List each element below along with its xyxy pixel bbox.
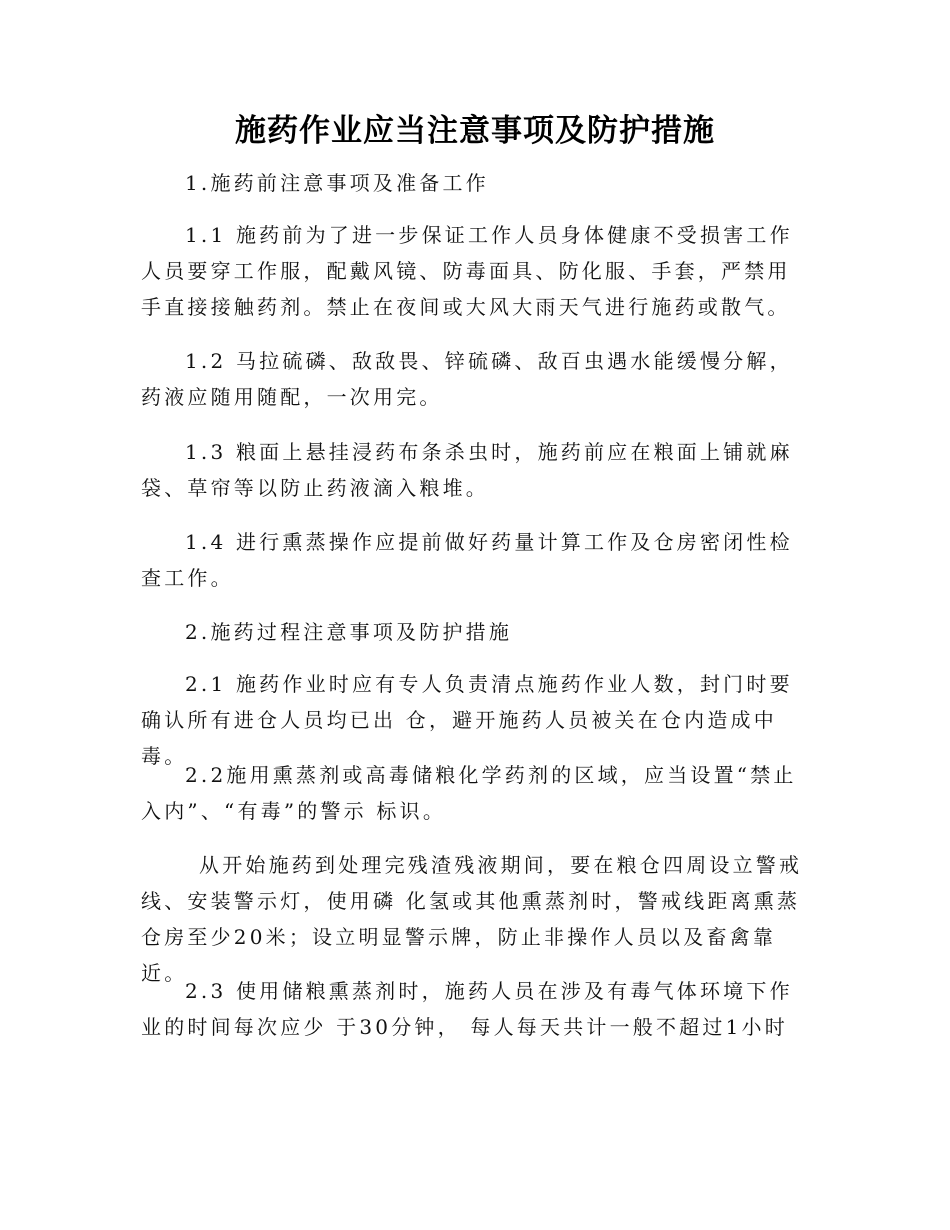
- paragraph-1-2: 1.2 马拉硫磷、敌敌畏、锌硫磷、敌百虫遇水能缓慢分解，药液应随用随配，一次用完。: [141, 349, 793, 409]
- section-heading-2: 2.施药过程注意事项及防护措施: [185, 620, 513, 644]
- paragraph-2-3: 2.3 使用储粮熏蒸剂时，施药人员在涉及有毒气体环境下作业的时间每次应少 于30分钟， 每人每天共计一般不超过1小时: [141, 979, 793, 1039]
- paragraph-1-3: 1.3 粮面上悬挂浸药布条杀虫时，施药前应在粮面上铺就麻袋、草帘等以防止药液滴入粮堆。: [141, 440, 793, 500]
- paragraph-2-2: 2.2施用熏蒸剂或高毒储粮化学药剂的区域，应当设置“禁止入内”、“有毒”的警示 标识。: [141, 763, 797, 823]
- document-title: 施药作业应当注意事项及防护措施: [235, 113, 715, 149]
- paragraph-2-1: 2.1 施药作业时应有专人负责清点施药作业人数，封门时要确认所有进仓人员均已出 仓，避开施药人员被关在仓内造成中毒。: [141, 672, 793, 768]
- paragraph-1-4: 1.4 进行熏蒸操作应提前做好药量计算工作及仓房密闭性检查工作。: [141, 530, 793, 590]
- section-heading-1: 1.施药前注意事项及准备工作: [185, 171, 489, 195]
- paragraph-1-1: 1.1 施药前为了进一步保证工作人员身体健康不受损害工作人员要穿工作服，配戴风镜、防毒面具、防化服、手套，严禁用手直接接触药剂。禁止在夜间或大风大雨天气进行施药或散气。: [141, 223, 793, 319]
- paragraph-2-2-continued: 从开始施药到处理完残渣残液期间，要在粮仓四周设立警戒线、安装警示灯，使用磷 化氢或其他熏蒸剂时，警戒线距离熏蒸仓房至少20米；设立明显警示牌，防止非操作人员以及畜禽靠近。: [141, 853, 803, 985]
